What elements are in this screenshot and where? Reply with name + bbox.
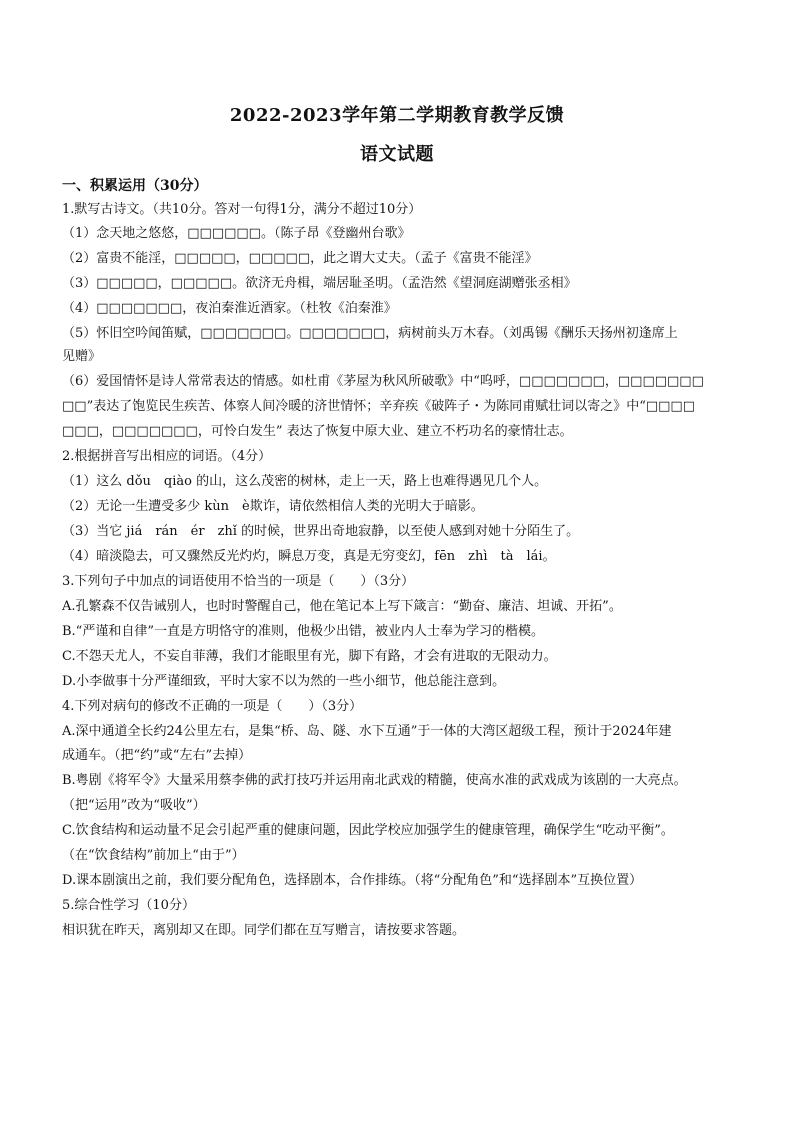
question-4-option-c-cont: （在“饮食结构”前加上“由于”） <box>62 848 245 863</box>
exam-title: 2022-2023学年第二学期教育教学反馈 <box>229 105 565 126</box>
exam-subtitle: 语文试题 <box>360 144 434 165</box>
question-1-item-2: （2）富贵不能淫，□□□□□，□□□□□，此之谓大丈夫。（孟子《富贵不能淫》 <box>62 251 538 266</box>
question-1-item-3: （3）□□□□□，□□□□□。欲济无舟楫，端居耻圣明。（孟浩然《望洞庭湖赠张丞相》 <box>62 276 577 291</box>
question-1-stem: 1.默写古诗文。（共10分。答对一句得1分，满分不超过10分） <box>62 202 422 217</box>
question-2-stem: 2.根据拼音写出相应的词语。（4分） <box>62 449 272 464</box>
section-heading: 一、积累运用（30分） <box>62 178 208 194</box>
question-2-item-2: （2）无论一生遭受多少 kùn è欺诈，请依然相信人类的光明大于暗影。 <box>62 499 484 514</box>
question-4-stem: 4.下列对病句的修改不正确的一项是（ ）（3分） <box>62 699 363 714</box>
question-3-option-c: C.不怨天尤人，不妄自菲薄，我们才能眼里有光，脚下有路，才会有进取的无限动力。 <box>62 649 557 664</box>
question-4-option-a-cont: 成通车。（把“约”或“左右”去掉） <box>62 748 252 763</box>
question-2-item-4: （4）暗淡隐去，可又骤然反光灼灼，瞬息万变，真是无穷变幻，fēn zhì tà lái。 <box>62 549 556 564</box>
question-5-stem: 5.综合性学习（10分） <box>62 898 195 913</box>
question-1-item-6-cont-2: □□□，□□□□□□□，可怜白发生” 表达了恢复中原大业、建立不朽功名的豪情壮志。 <box>62 424 573 439</box>
question-4-option-b-cont: （把“运用”改为“吸收”） <box>62 798 206 813</box>
question-5-intro: 相识犹在昨天，离别却又在即。同学们都在互写赠言，请按要求答题。 <box>62 923 466 938</box>
question-3-option-d: D.小李做事十分严谨细致，平时大家不以为然的一些小细节，他总能注意到。 <box>62 674 506 689</box>
question-1-item-1: （1）念天地之悠悠，□□□□□□。（陈子昂《登幽州台歌》 <box>62 226 411 241</box>
question-1-item-4: （4）□□□□□□□，夜泊秦淮近酒家。（杜牧《泊秦淮》 <box>62 301 397 316</box>
question-4-option-c: C.饮食结构和运动量不足会引起严重的健康问题，因此学校应加强学生的健康管理，确保学生“吃动平衡”。 <box>62 823 674 838</box>
question-4-option-a: A.深中通道全长约24公里左右，是集“桥、岛、隧、水下互通”于一体的大湾区超级工程，预计于2024年建 <box>62 724 672 739</box>
question-3-option-b: B.“严谨和自律”一直是方明恪守的准则，他极少出错，被业内人士奉为学习的楷模。 <box>62 624 544 639</box>
question-4-option-d: D.课本剧演出之前，我们要分配角色，选择剧本，合作排练。（将“分配角色”和“选择剧本”互换位置） <box>62 873 643 888</box>
question-1-item-5: （5）怀旧空吟闻笛赋，□□□□□□□。□□□□□□□，病树前头万木春。（刘禹锡《酬乐天扬州初逢席上 <box>62 326 678 341</box>
question-2-item-1: （1）这么 dǒu qiào 的山，这么茂密的树林，走上一天，路上也难得遇见几个人。 <box>62 474 548 489</box>
question-1-item-5-cont: 见赠》 <box>62 349 102 364</box>
question-3-stem: 3.下列句子中加点的词语使用不恰当的一项是（ ）（3分） <box>62 574 415 589</box>
question-3-option-a: A.孔繁森不仅告诫别人，也时时警醒自己，他在笔记本上写下箴言：“勤奋、廉洁、坦诚、开拓”。 <box>62 599 622 614</box>
question-1-item-6: （6）爱国情怀是诗人常常表达的情感。如杜甫《茅屋为秋风所破歌》中“呜呼，□□□□□□□，□□□□□□□ <box>62 374 704 389</box>
question-1-item-6-cont-1: □□”表达了饱览民生疾苦、体察人间冷暖的济世情怀；辛弃疾《破阵子・为陈同甫赋壮词以寄之》中“□□□□ <box>62 399 695 414</box>
question-2-item-3: （3）当它 jiá rán ér zhǐ 的时候，世界出奇地寂静，以至使人感到对她十分陌生了。 <box>62 524 580 539</box>
question-4-option-b: B.粤剧《将军令》大量采用蔡李佛的武打技巧并运用南北武戏的精髓，使高水准的武戏成为该剧的一大亮点。 <box>62 773 687 788</box>
